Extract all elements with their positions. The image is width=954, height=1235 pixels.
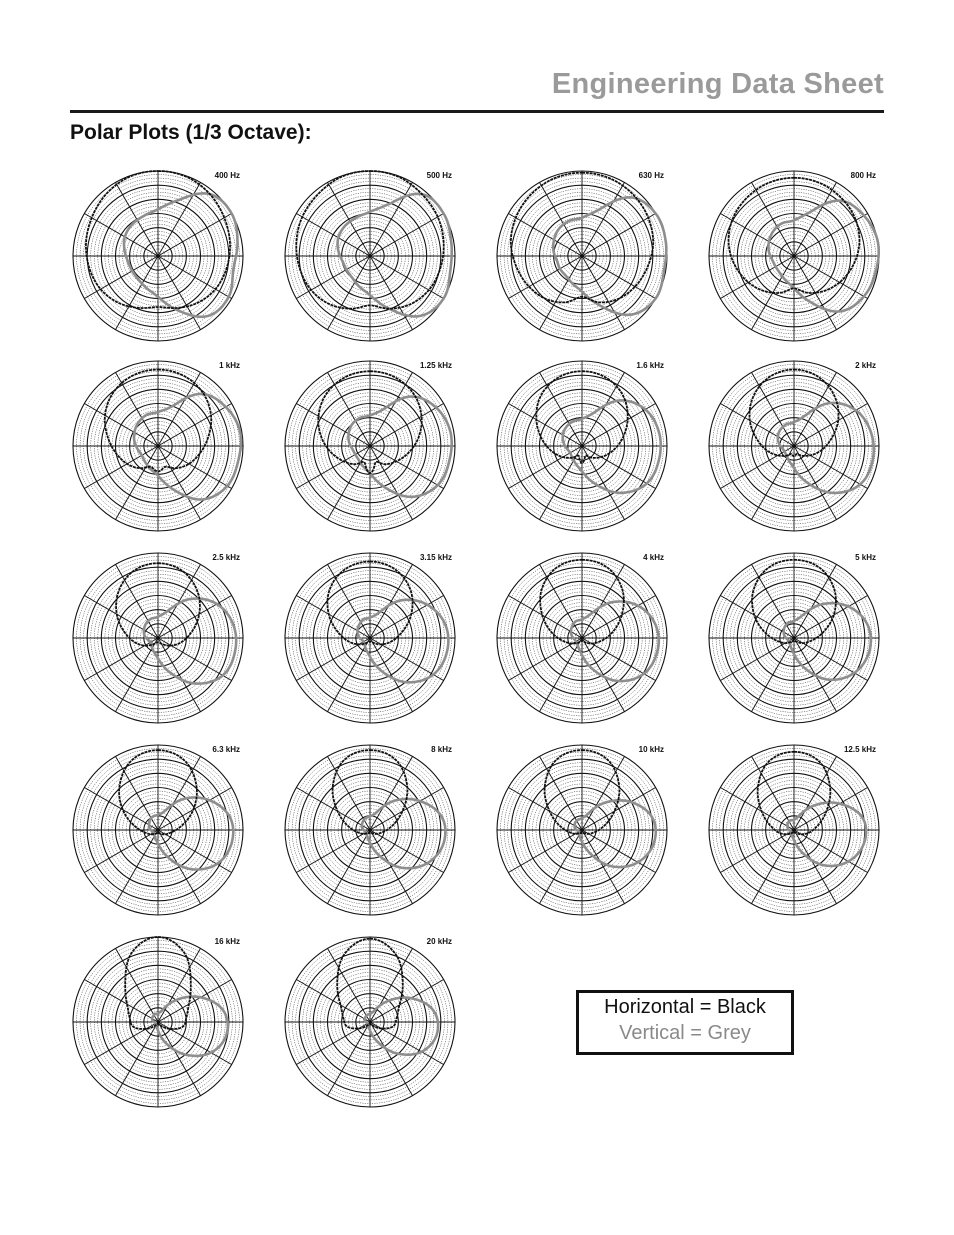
polar-plot <box>285 937 455 1107</box>
polar-plot <box>73 937 243 1107</box>
polar-spoke <box>328 948 371 1022</box>
polar-spoke <box>158 404 232 447</box>
polar-spoke <box>158 948 201 1022</box>
polar-spoke <box>720 214 794 257</box>
polar-plot <box>709 361 879 531</box>
polar-spoke <box>116 1022 159 1096</box>
polar-spoke <box>508 830 582 873</box>
polar-spoke <box>116 446 159 520</box>
polar-spoke <box>84 214 158 257</box>
polar-spoke <box>370 948 413 1022</box>
polar-plot <box>73 745 243 915</box>
polar-spoke <box>370 756 413 830</box>
polar-spoke <box>158 1022 201 1096</box>
polar-spoke <box>582 214 656 257</box>
polar-plot <box>497 171 667 341</box>
polar-spoke <box>328 1022 371 1096</box>
polar-spoke <box>296 596 370 639</box>
polar-spoke <box>296 980 370 1023</box>
polar-spoke <box>720 446 794 489</box>
polar-spoke <box>84 638 158 681</box>
polar-spoke <box>540 830 583 904</box>
polar-spoke <box>794 182 837 256</box>
polar-spoke <box>158 638 201 712</box>
polar-spoke <box>370 256 413 330</box>
polar-spoke <box>84 404 158 447</box>
polar-spoke <box>370 214 444 257</box>
polar-plot <box>73 361 243 531</box>
polar-spoke <box>116 372 159 446</box>
polar-plot <box>709 171 879 341</box>
polar-spoke <box>582 372 625 446</box>
polar-plot <box>709 553 879 723</box>
frequency-label: 500 Hz <box>426 171 452 180</box>
polar-spoke <box>370 256 444 299</box>
polar-spoke <box>752 564 795 638</box>
polar-spoke <box>158 980 232 1023</box>
vertical-trace <box>365 998 438 1055</box>
polar-spoke <box>582 256 625 330</box>
polar-spoke <box>116 948 159 1022</box>
frequency-label: 12.5 kHz <box>843 745 876 754</box>
legend-box <box>576 990 794 1055</box>
frequency-label: 2.5 kHz <box>212 553 240 562</box>
polar-plot <box>285 361 455 531</box>
polar-spoke <box>752 830 795 904</box>
polar-spoke <box>794 638 868 681</box>
page-header-title: Engineering Data Sheet <box>551 68 884 100</box>
polar-spoke <box>84 788 158 831</box>
frequency-label: 800 Hz <box>850 171 876 180</box>
polar-spoke <box>720 638 794 681</box>
polar-spoke <box>370 980 444 1023</box>
polar-spoke <box>328 830 371 904</box>
polar-spoke <box>720 830 794 873</box>
polar-spoke <box>540 256 583 330</box>
polar-spoke <box>328 182 371 256</box>
polar-spoke <box>158 214 232 257</box>
polar-spoke <box>158 830 201 904</box>
polar-spoke <box>158 830 232 873</box>
polar-spoke <box>508 256 582 299</box>
polar-spoke <box>158 596 232 639</box>
polar-spoke <box>158 256 201 330</box>
frequency-label: 4 kHz <box>643 553 664 562</box>
legend-vertical: Vertical = Grey <box>619 1022 751 1044</box>
frequency-label: 1 kHz <box>219 361 240 370</box>
polar-spoke <box>370 596 444 639</box>
frequency-label: 20 kHz <box>426 937 452 946</box>
polar-spoke <box>328 256 371 330</box>
polar-plot <box>285 745 455 915</box>
polar-spoke <box>540 756 583 830</box>
polar-spoke <box>370 446 413 520</box>
polar-spoke <box>296 404 370 447</box>
polar-spoke <box>158 256 232 299</box>
frequency-label: 5 kHz <box>855 553 876 562</box>
polar-plot <box>285 171 455 341</box>
polar-spoke <box>370 830 444 873</box>
vertical-trace <box>348 397 451 497</box>
polar-spoke <box>296 446 370 489</box>
polar-spoke <box>370 446 444 489</box>
polar-spoke <box>794 214 868 257</box>
polar-plot <box>709 745 879 915</box>
polar-spoke <box>296 256 370 299</box>
polar-spoke <box>582 638 625 712</box>
polar-plot <box>73 553 243 723</box>
polar-plot <box>285 553 455 723</box>
polar-spoke <box>158 756 201 830</box>
polar-plot <box>497 361 667 531</box>
polar-spoke <box>328 638 371 712</box>
polar-spoke <box>296 830 370 873</box>
legend-horizontal: Horizontal = Black <box>604 996 766 1018</box>
frequency-label: 630 Hz <box>638 171 664 180</box>
polar-spoke <box>370 1022 413 1096</box>
polar-spoke <box>370 372 413 446</box>
vertical-trace <box>563 400 661 493</box>
polar-plot <box>497 745 667 915</box>
frequency-label: 400 Hz <box>214 171 240 180</box>
section-title: Polar Plots (1/3 Octave): <box>70 121 312 144</box>
polar-spoke <box>540 564 583 638</box>
polar-spoke <box>508 638 582 681</box>
vertical-trace <box>134 394 241 500</box>
vertical-trace <box>778 403 874 493</box>
polar-spoke <box>84 830 158 873</box>
polar-spoke <box>84 596 158 639</box>
polar-spoke <box>508 404 582 447</box>
polar-spoke <box>540 372 583 446</box>
polar-spoke <box>370 564 413 638</box>
polar-spoke <box>582 756 625 830</box>
polar-spoke <box>582 182 625 256</box>
polar-spoke <box>328 446 371 520</box>
polar-spoke <box>370 830 413 904</box>
polar-spoke <box>116 830 159 904</box>
frequency-label: 1.25 kHz <box>419 361 452 370</box>
polar-plot <box>73 171 243 341</box>
polar-spoke <box>794 446 837 520</box>
frequency-label: 2 kHz <box>855 361 876 370</box>
vertical-trace <box>152 997 228 1056</box>
frequency-label: 1.6 kHz <box>636 361 664 370</box>
polar-spoke <box>84 980 158 1023</box>
frequency-label: 6.3 kHz <box>212 745 240 754</box>
polar-spoke <box>84 256 158 299</box>
polar-spoke <box>158 638 232 681</box>
frequency-label: 8 kHz <box>431 745 452 754</box>
polar-spoke <box>370 638 413 712</box>
frequency-label: 16 kHz <box>214 937 240 946</box>
polar-spoke <box>752 182 795 256</box>
polar-spoke <box>296 214 370 257</box>
polar-spoke <box>752 638 795 712</box>
polar-plot <box>497 553 667 723</box>
polar-spoke <box>752 372 795 446</box>
polar-spoke <box>582 256 656 299</box>
frequency-label: 10 kHz <box>638 745 664 754</box>
frequency-label: 3.15 kHz <box>419 553 452 562</box>
polar-spoke <box>370 182 413 256</box>
polar-spoke <box>540 638 583 712</box>
polar-spoke <box>794 564 837 638</box>
